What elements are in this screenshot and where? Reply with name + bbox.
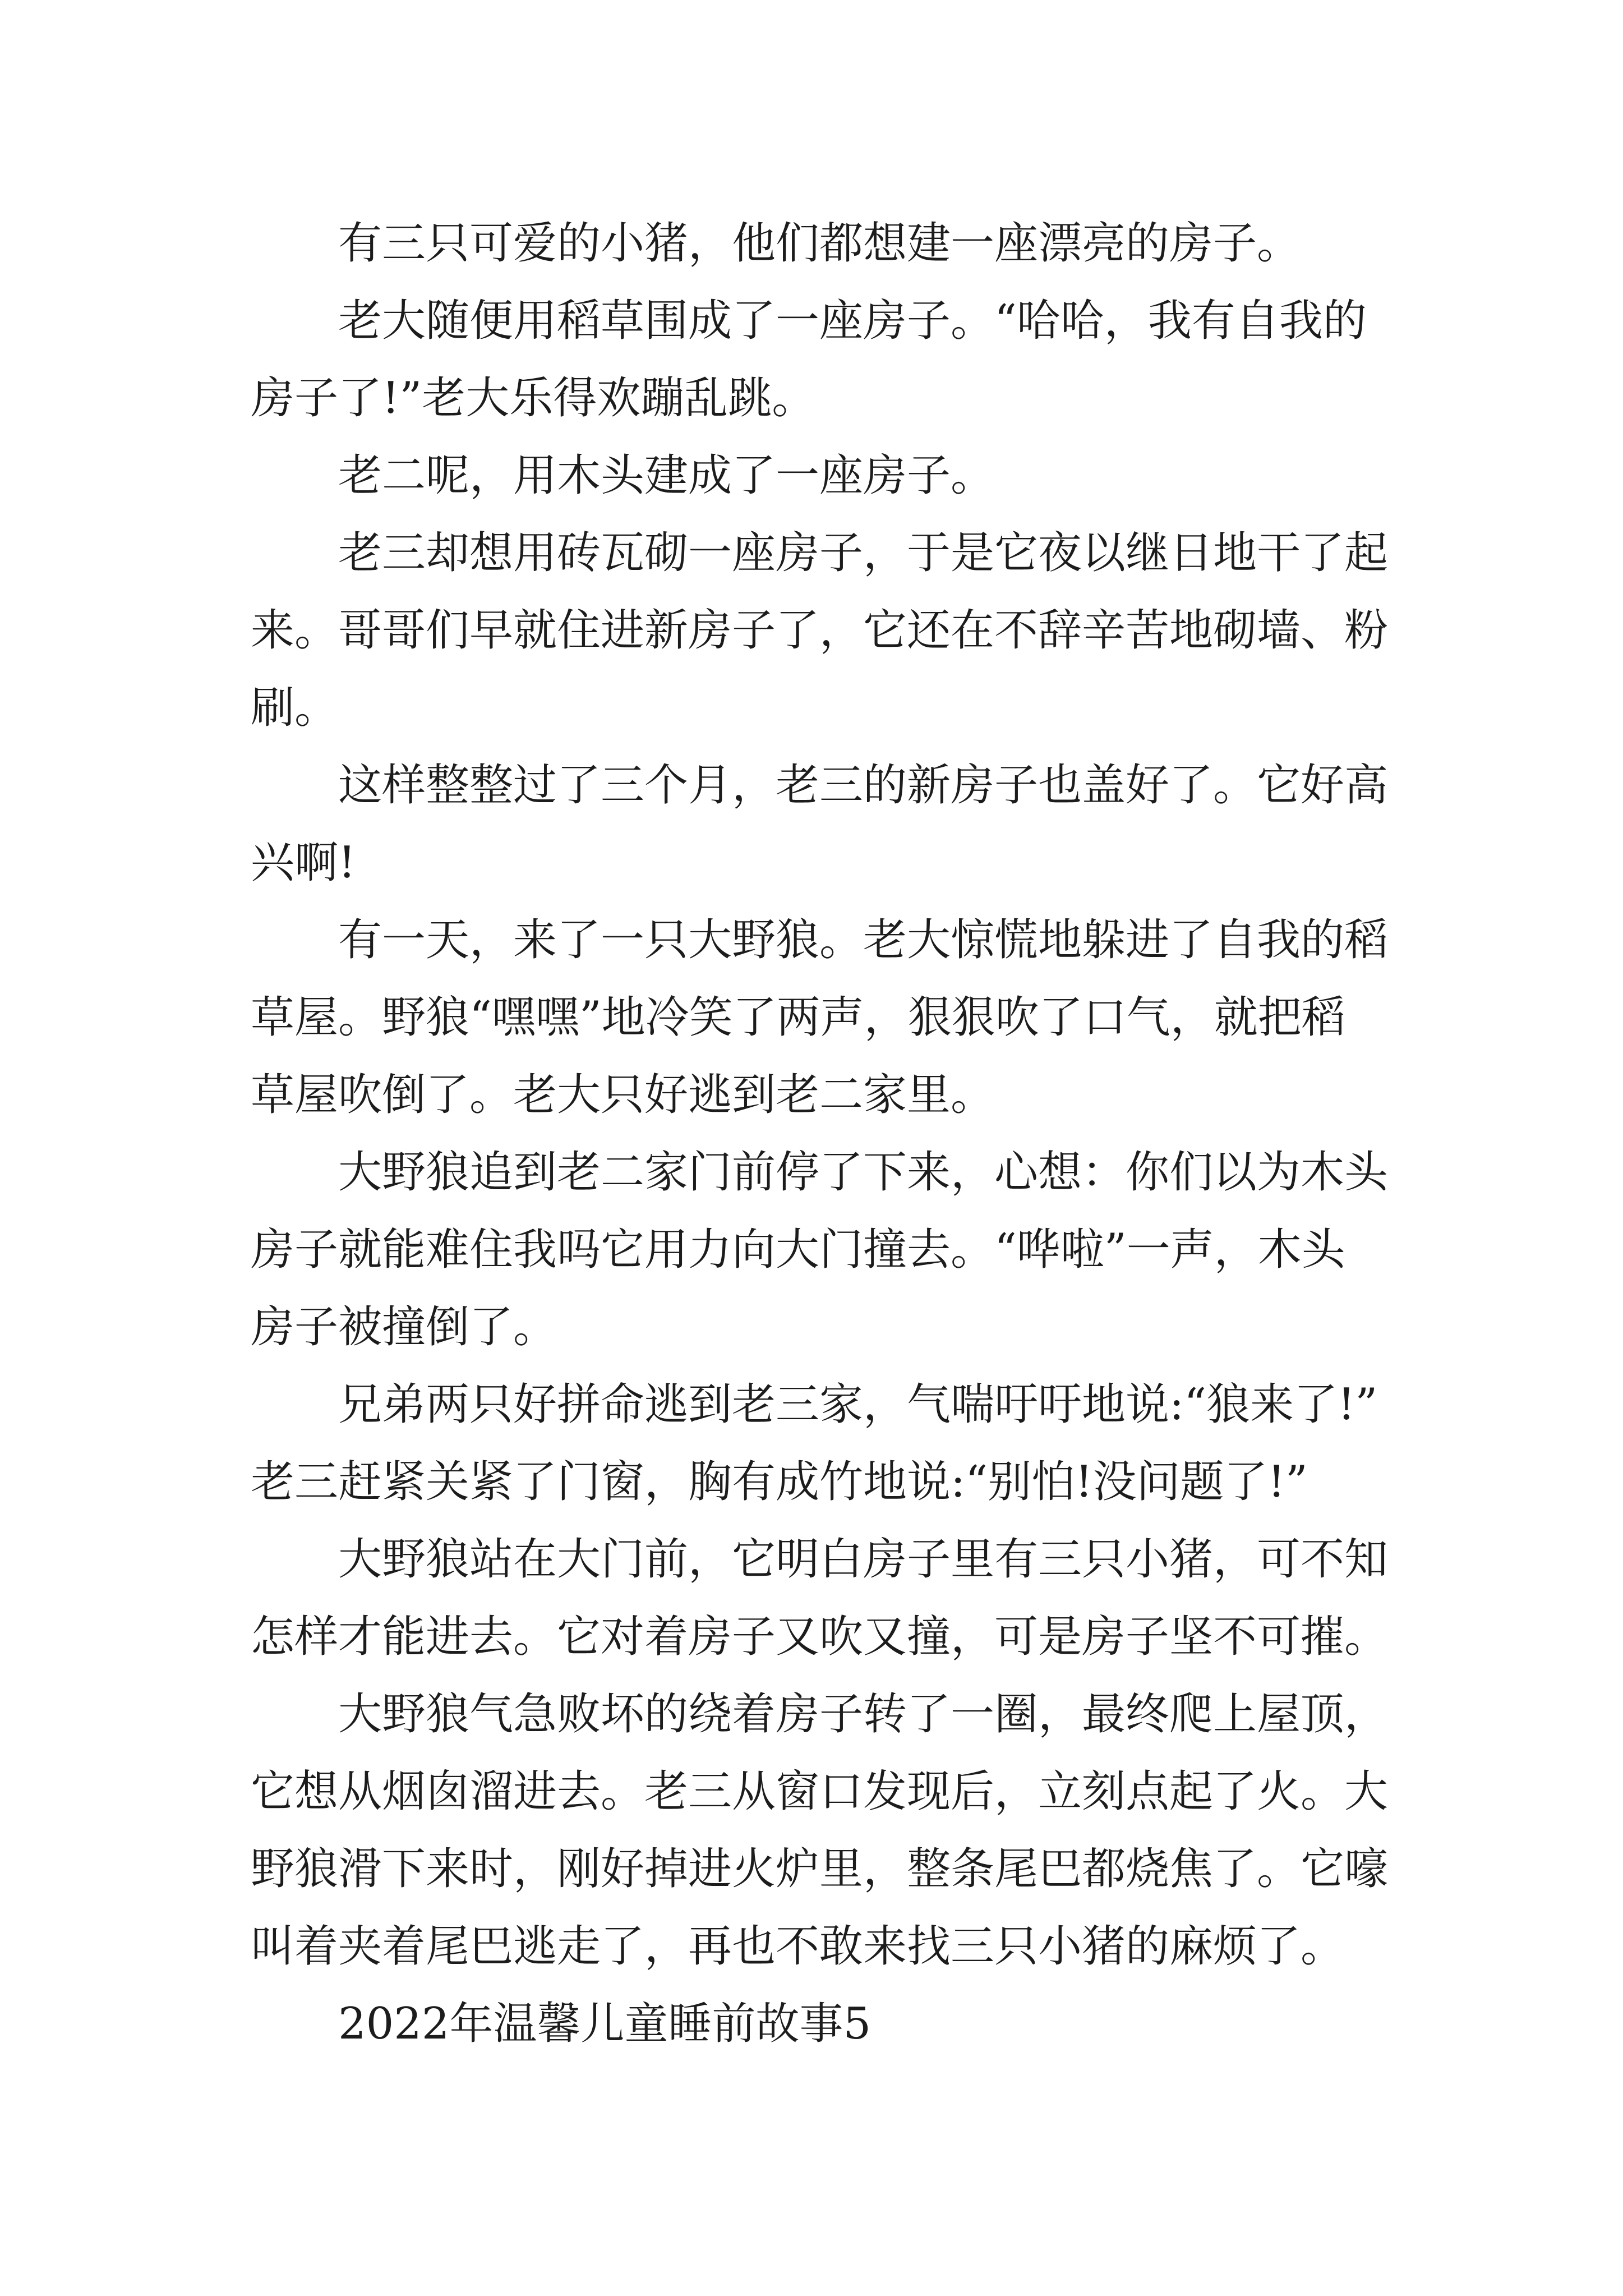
paragraph-line: 刷。 [251, 683, 339, 733]
paragraph-line: 老三赶紧关紧了门窗，胸有成竹地说:“别怕!没问题了!” [251, 1457, 1308, 1507]
story-paragraph [251, 282, 1484, 437]
paragraph-line: 兄弟两只好拼命逃到老三家，气喘吁吁地说:“狼来了!” [338, 1379, 1378, 1430]
section-heading-text: 2022年温馨儿童睡前故事5 [338, 1999, 872, 2049]
paragraph-line: 老三却想用砖瓦砌一座房子，于是它夜以继日地干了起 [338, 528, 1389, 578]
paragraph-line: 有三只可爱的小猪，他们都想建一座漂亮的房子。 [338, 218, 1301, 269]
story-paragraph [251, 514, 1484, 747]
story-paragraph [251, 747, 1484, 901]
paragraph-line: 这样整整过了三个月，老三的新房子也盖好了。它好高 [338, 760, 1389, 811]
paragraph-line: 兴啊! [251, 838, 356, 888]
paragraph-line: 大野狼站在大门前，它明白房子里有三只小猪，可不知 [338, 1534, 1389, 1585]
paragraph-line: 草屋吹倒了。老大只好逃到老二家里。 [251, 1070, 995, 1120]
paragraph-line: 老二呢，用木头建成了一座房子。 [338, 450, 995, 501]
story-paragraph [251, 1676, 1484, 1985]
story-paragraph [251, 205, 1484, 282]
paragraph-line: 草屋。野狼“嘿嘿”地冷笑了两声，狠狠吹了口气，就把稻 [251, 992, 1345, 1043]
story-body [251, 205, 1484, 2063]
story-paragraph [251, 437, 1484, 514]
paragraph-line: 它想从烟囱溜进去。老三从窗口发现后，立刻点起了火。大 [251, 1766, 1389, 1817]
story-paragraph [251, 901, 1484, 1134]
paragraph-line: 大野狼气急败坏的绕着房子转了一圈，最终爬上屋顶， [338, 1689, 1389, 1740]
paragraph-line: 老大随便用稻草围成了一座房子。“哈哈，我有自我的 [338, 296, 1367, 346]
paragraph-line: 房子被撞倒了。 [251, 1302, 557, 1352]
paragraph-line: 大野狼追到老二家门前停了下来，心想：你们以为木头 [338, 1147, 1389, 1198]
paragraph-line: 房子就能难住我吗它用力向大门撞去。“哗啦”一声，木头 [251, 1225, 1345, 1275]
story-paragraph [251, 1521, 1484, 1676]
story-paragraph [251, 1134, 1484, 1366]
story-paragraph [251, 1366, 1484, 1521]
paragraph-line: 叫着夹着尾巴逃走了，再也不敢来找三只小猪的麻烦了。 [251, 1921, 1345, 1972]
paragraph-line: 来。哥哥们早就住进新房子了，它还在不辞辛苦地砌墙、粉 [251, 605, 1389, 656]
paragraph-line: 怎样才能进去。它对着房子又吹又撞，可是房子坚不可摧。 [251, 1612, 1389, 1662]
paragraph-line: 房子了!”老大乐得欢蹦乱跳。 [251, 373, 816, 424]
section-heading [251, 1985, 1484, 2063]
paragraph-line: 野狼滑下来时，刚好掉进火炉里，整条尾巴都烧焦了。它嚎 [251, 1844, 1389, 1894]
paragraph-line: 有一天，来了一只大野狼。老大惊慌地躲进了自我的稻 [338, 915, 1389, 965]
